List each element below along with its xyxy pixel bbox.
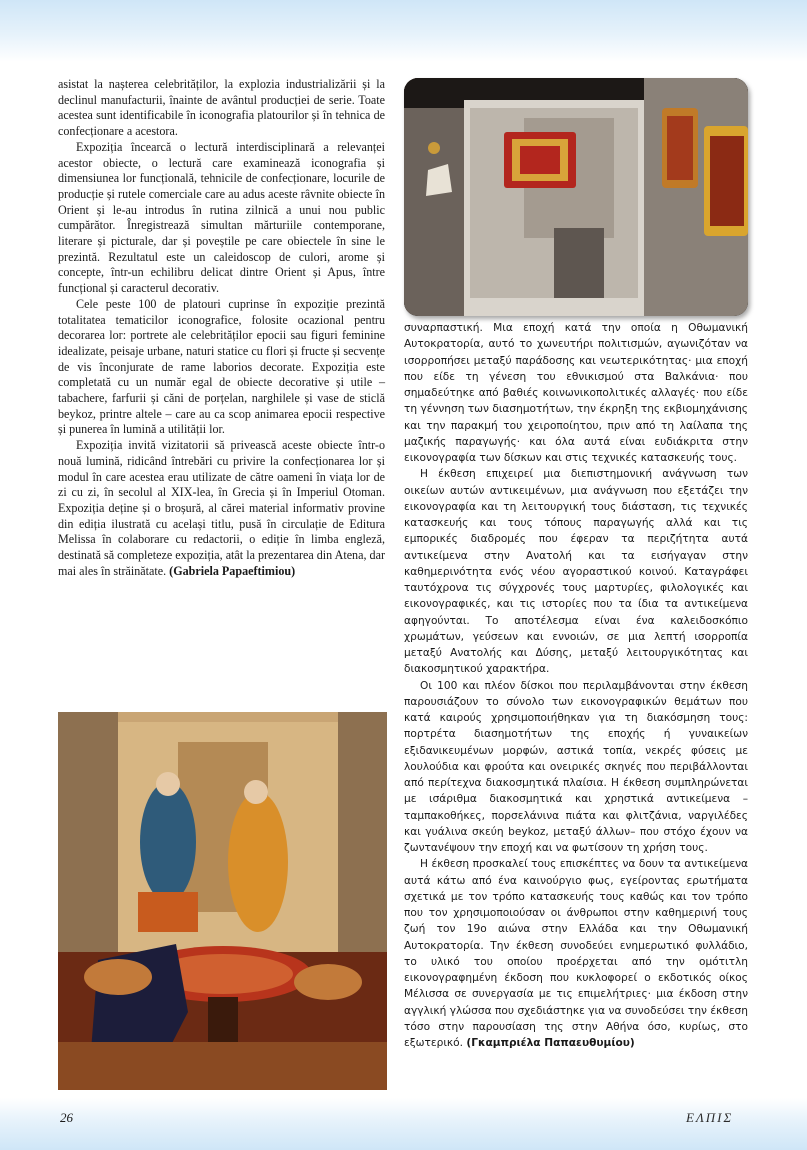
paragraph: Expoziția încearcă o lectură interdisciplinară a relevanței acestor obiecte, o lectură care examinează iconografia și dimensiunea lor funcțională, tehnicile de confecționare, locurile de producție și rutele comerciale care au adus aceste râvnite obiecte în Orient și le-au introdus în rutina zilnică a unui nou public cumpărător. Înregistrează simultan mărturiile contemporane, literare și picturale, dar și poveștile pe care obiectele în sine le prezintă. Rezultatul este un caleidoscop de culori, arome și concepte, într-un echilibru delicat dintre Orient și Apus, între funcțional și caracterul decorativ.: [58, 139, 385, 296]
paragraph: [404, 856, 748, 1051]
author-signature: (Gabriela Papaeftimiou): [169, 563, 296, 578]
page-number: 26: [60, 1110, 73, 1125]
paragraph: [58, 438, 385, 579]
paragraph-text: Η έκθεση προσκαλεί τους επισκέπτες να δουν τα αντικείμενα αυτά κάτω από ένα καινούργιο φως, εγείροντας ερωτήματα σχετικά με τον τρόπο κατασκευής τους καθώς και τον τρόπο που τον χρησιμοποιούσαν οι άνθρωποι στην καθημερινή τους ζωή τον 19ο αιώνα στην Ελλάδα και την Οθωμανική Αυτοκρατορία. Την έκθεση συνοδεύει ενημερωτικό φυλλάδιο, το υλικό του οποίου προέρχεται από την ομότιτλη εικονογραφημένη έκδοση που κυκλοφορεί ο εκδοτικός οίκος Μέλισσα σε συνεργασία με τις επιμελήτριες· μια έκδοση στην αγγλική γλώσσα που σχεδιάστηκε για να συνοδεύσει την έκθεση τόσο στην παρουσίαση της στην Αθήνα όσο, κυρίως, στο εξωτερικό.: [404, 858, 748, 1049]
paragraph: Η έκθεση επιχειρεί μια διεπιστημονική ανάγνωση των οικείων αυτών αντικειμένων, μια ανάγνωση που εξετάζει την εικονογραφία και τη λειτουργική τους διάσταση, τις τεχνικές κατασκευής και τους τόπους παραγωγής αλλά και τις εμπορικές διαδρομές που έφεραν τα περιζήτητα αυτά αντικείμενα στην Ανατολή και τα εισήγαγαν στην καθημερινότητα ενός νέου αγοραστικού κοινού. Καταγράφει ταυτόχρονα τις σύγχρονές τους μαρτυρίες, φιλολογικές και εικονογραφικές, και τις ιστορίες που τα ίδια τα αντικείμενα αφηγούνται. Το αποτέλεσμα είναι ένα καλειδοσκόπιο χρωμάτων, γεύσεων και εννοιών, σε μια λεπτή ισορροπία μεταξύ Ανατολής και Δύσης, μεταξύ λειτουργικότητας και διακοσμητικού χαρακτήρα.: [404, 468, 748, 676]
author-signature: (Γκαμπριέλα Παπαευθυμίου): [466, 1037, 635, 1049]
exhibition-hall-photo: [404, 78, 748, 316]
magazine-title: ΕΛΠΙΣ: [686, 1110, 734, 1125]
paragraph: συναρπαστική. Μια εποχή κατά την οποία η Οθωμανική Αυτοκρατορία, αυτό το χωνευτήρι πολιτισμών, αγωνιζόταν να ισορροπήσει μεταξύ παράδοσης και νεωτερικότητας· μια εποχή που είδε τη γένεση του εθνικισμού στα Βαλκάνια· που σημαδεύτηκε από βαθιές κοινωνικοπολιτικές αλλαγές· που είδε τη γέννηση των διασημοτήτων, την έκρηξη της εκβιομηχάνισης και την παρακμή του χειροποίητου, πριν από τη λαίλαπα της μαζικής παραγωγής· και όλα αυτά είναι ευδιάκριτα στην εικονογραφία των δίσκων και στις τεχνικές κατασκευής τους.: [404, 322, 748, 464]
paragraph-text: Expoziția invită vizitatorii să privească aceste obiecte într-o nouă lumină, ridicând întrebări cu privire la confecționarea lor și modul în care acestea erau utilizate de către oameni în viața lor de zi cu zi, în secolul al XIX-lea, în Grecia și în Imperiul Otoman. Expoziția deține și o broșură, al cărei material informativ provine din ediția ilustrată cu același titlu, pusă în circulație de Editura Melissa în colaborare cu redactorii, o ediție în limba engleză, destinată să completeze expoziția, atât la prezentarea din Atena, dar mai ales în străinătate.: [58, 438, 385, 578]
paragraph: Cele peste 100 de platouri cuprinse în expoziție prezintă totalitatea tematicilor iconografice, folosite ocazional pentru decorarea lor: portrete ale celebrităților epocii sau figuri feminine idealizate, peisaje urbane, naturi statice cu flori și fructe și secvențe de vis înconjurate de rame laborios decorate. Expoziția este completată cu un număr egal de obiecte decorative și utile – tabachere, farfurii și căni de porțelan, narghilele și vase de sticlă beykoz, printre altele – care au ca scop animarea epocii respective și punerea în lumină a utilității lor.: [58, 296, 385, 437]
exhibition-hall-illustration: [404, 78, 748, 316]
paragraph: asistat la nașterea celebrităților, la explozia industrializării și la declinul manufacturii, înainte de avântul producției de serie. Toate acestea sunt identificabile în iconografia platourilor și în tehnica de confecționare a acestora.: [58, 77, 385, 139]
paragraph: Οι 100 και πλέον δίσκοι που περιλαμβάνονται στην έκθεση παρουσιάζουν το σύνολο των εικονογραφικών θεμάτων που κατά καιρούς χρησιμοποιήθηκαν για τη διακόσμηση τους: πορτρέτα διασημοτήτων της εποχής ή γυναικείων εξιδανικευμένων μορφών, αστικά τοπία, νεκρές φύσεις με λουλούδια και φρούτα και ονειρικές σκηνές που περιβάλλονται από περίτεχνα διακοσμητικά πλαίσια. Η έκθεση συμπληρώνεται με ισάριθμα διακοσμητικά και χρηστικά αντικείμενα – ταμπακοθήκες, πορσελάνινα πιάτα και φλιτζάνια, ναργιλέδες και γυάλινα σκεύη beykoz, μεταξύ άλλων– που στόχο έχουν να ζωντανέψουν την εποχή και να φωτίσουν τη χρήση τους.: [404, 679, 748, 854]
top-gradient-band: [0, 0, 807, 62]
oriental-scene-illustration: [58, 712, 387, 1090]
romanian-text-column: [58, 77, 385, 580]
greek-text-column: [404, 320, 748, 1051]
oriental-scene-photo: [58, 712, 387, 1090]
